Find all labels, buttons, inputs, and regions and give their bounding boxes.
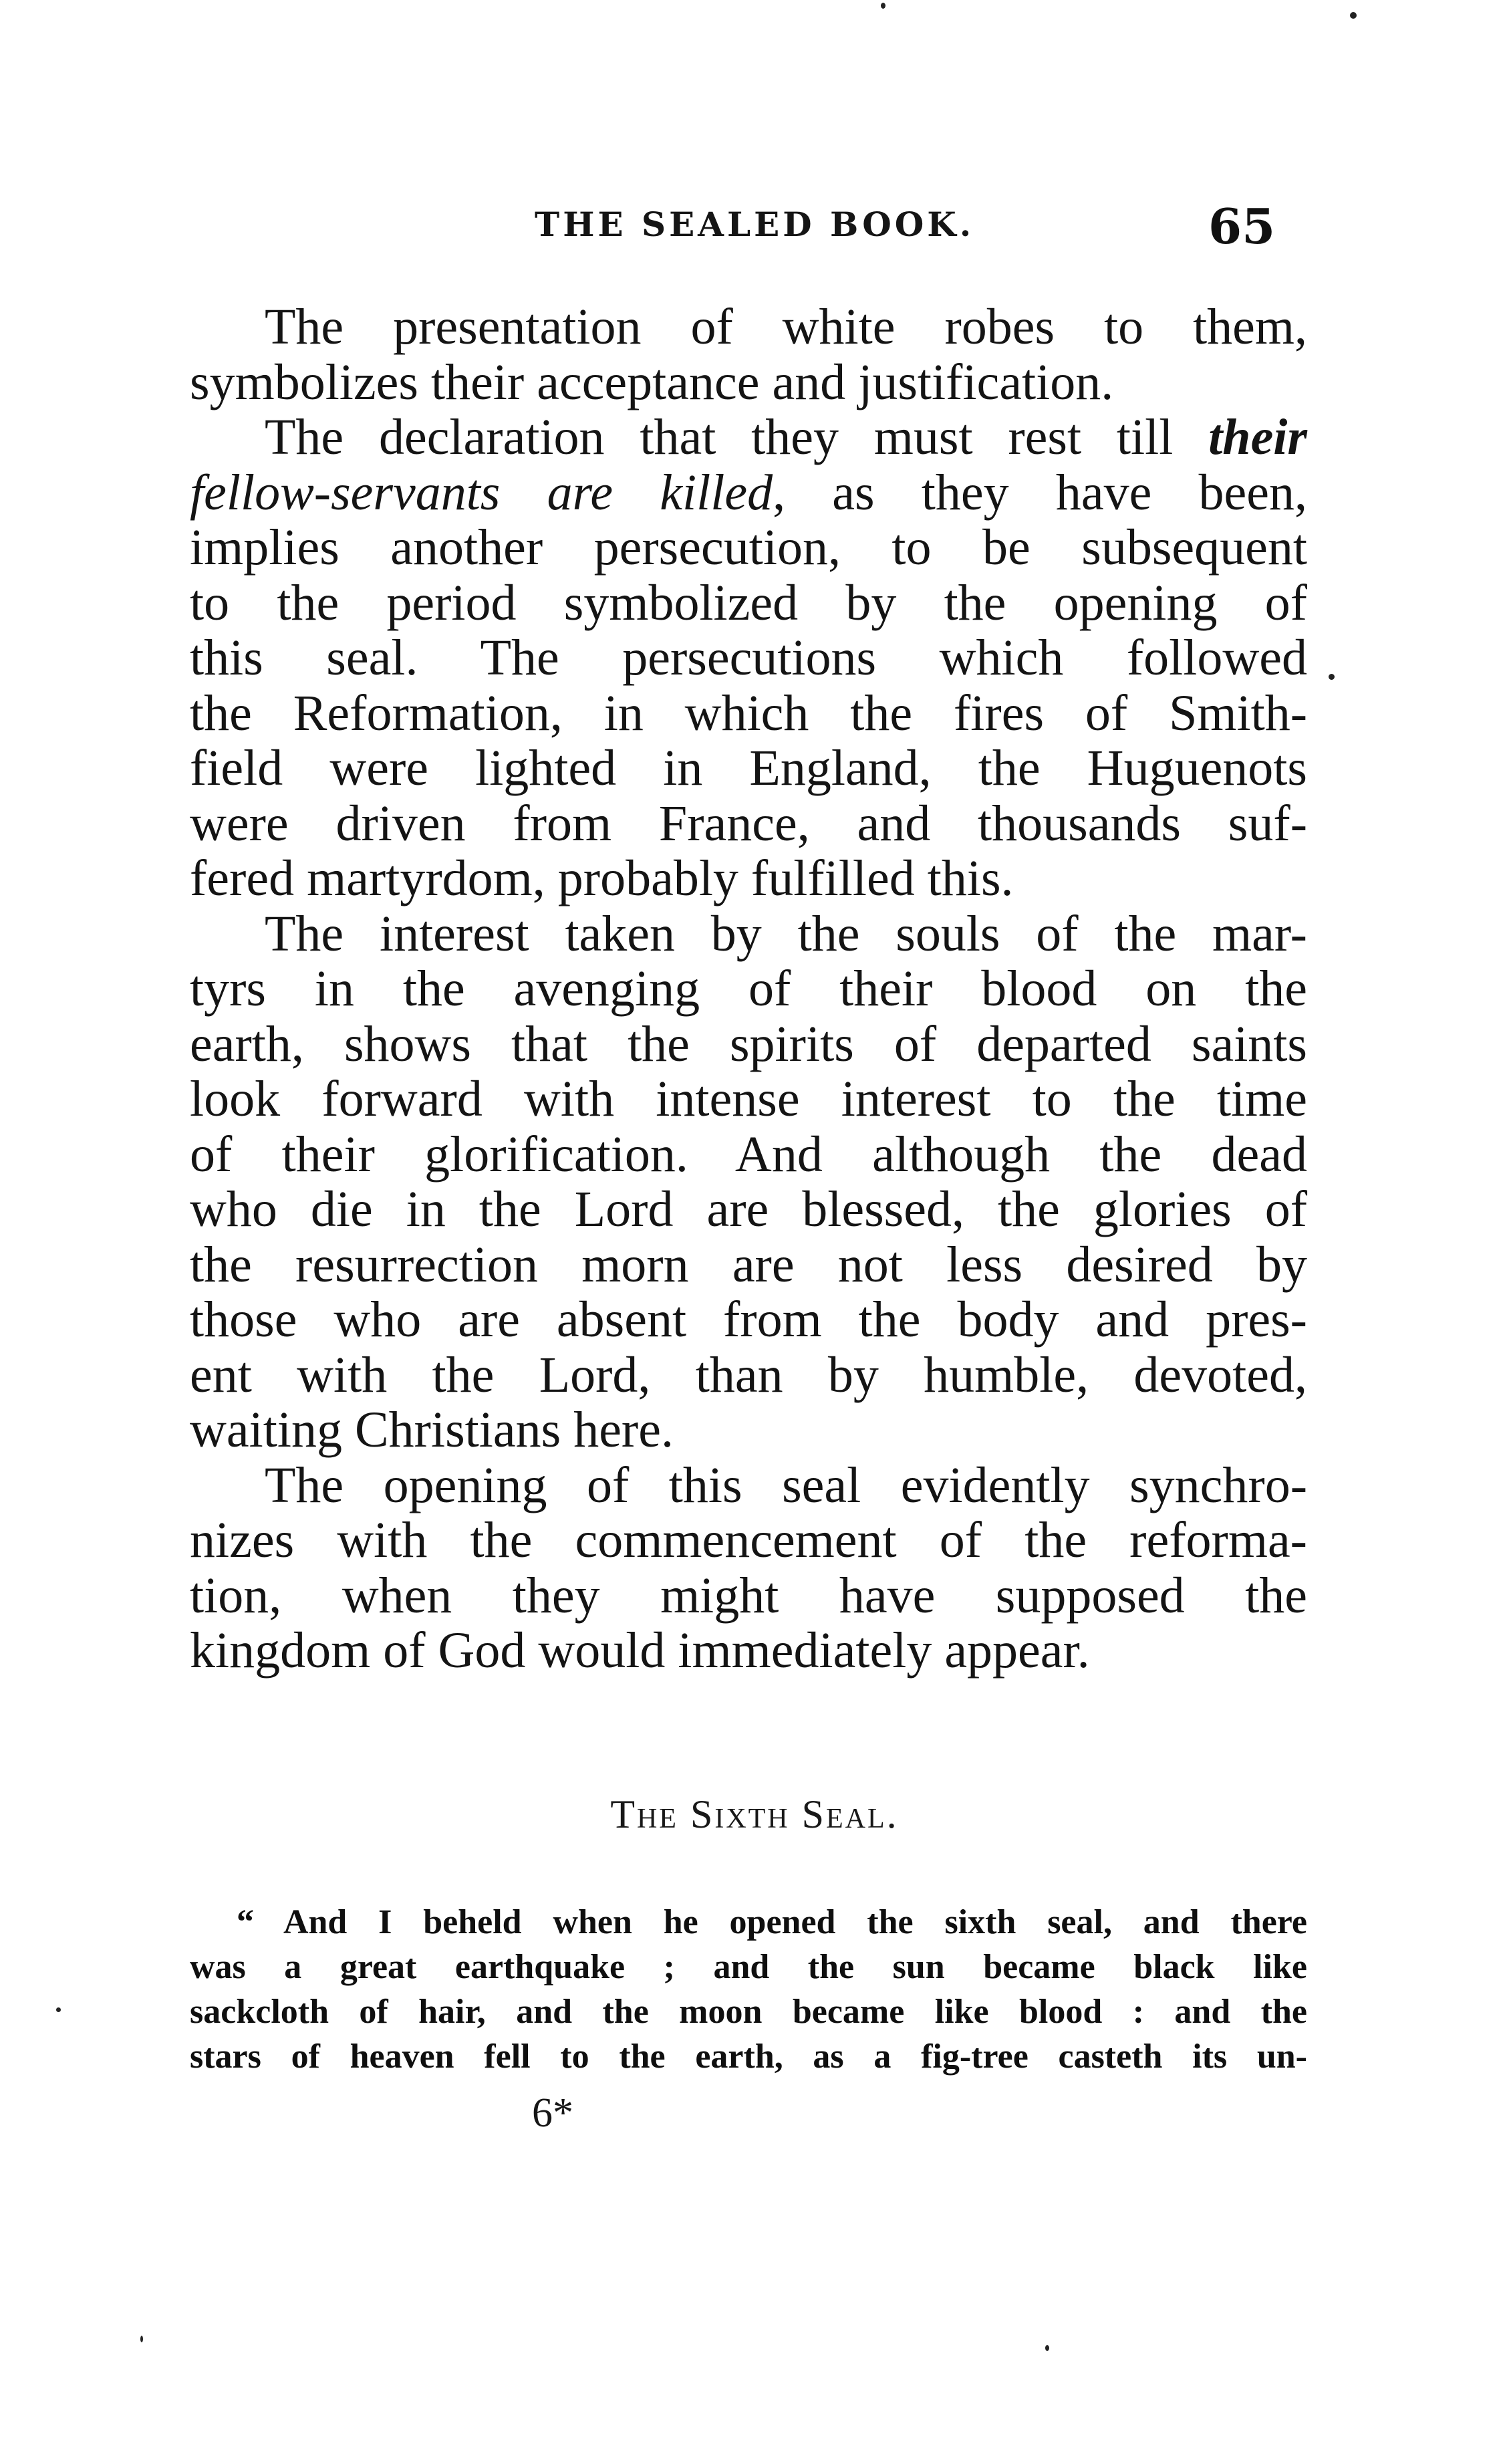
text-line: were driven from France, and thousands suf- [190,795,1307,852]
text-line: those who are absent from the body and pres- [190,1291,1307,1348]
quote-line: “ And I beheld when he opened the sixth seal, and there [237,1903,1307,1941]
text-line: waiting Christians here. [190,1402,674,1458]
text-run: fellow-servants are killed [190,464,773,521]
text-line: the resurrection morn are not less desired by [190,1236,1307,1293]
text-line: earth, shows that the spirits of departed saints [190,1015,1307,1072]
scripture-quote [190,1900,1307,2079]
text-line: kingdom of God would immediately appear. [190,1622,1090,1679]
text-line: tyrs in the avenging of their blood on the [190,961,1307,1017]
text-line: implies another persecution, to be subsequent [190,519,1307,576]
text-line: this seal. The persecutions which followed [190,630,1307,686]
text-line: symbolizes their acceptance and justification. [190,354,1114,410]
text-run: their [1208,409,1307,465]
text-line: of their glorification. And although the dead [190,1126,1307,1183]
text-line: The interest taken by the souls of the mar- [265,905,1307,962]
print-speck [1329,674,1335,680]
print-speck [56,2007,61,2012]
text-line: field were lighted in England, the Huguenots [190,740,1307,796]
text-line [190,410,1307,465]
page-number: 65 [1208,198,1276,255]
signature-mark: 6* [532,2090,573,2136]
text-line [190,465,1307,521]
print-speck [881,3,885,9]
text-line: ent with the Lord, than by humble, devoted, [190,1346,1307,1403]
text-run: , as they have been, [773,464,1307,521]
text-line: The presentation of white robes to them, [265,299,1307,355]
print-speck [1045,2345,1049,2351]
text-line: to the period symbolized by the opening of [190,574,1307,631]
text-line: look forward with intense interest to the time [190,1071,1307,1127]
quote-line: sackcloth of hair, and the moon became like blood : and the [190,1993,1307,2031]
text-line: The opening of this seal evidently synchro- [265,1457,1307,1513]
print-speck [1350,12,1357,19]
body-text [190,299,1307,1679]
section-heading: The Sixth Seal. [610,1792,899,1836]
text-line: who die in the Lord are blessed, the glories of [190,1181,1307,1237]
text-line: nizes with the commencement of the reforma- [190,1512,1307,1568]
page-header [0,198,1509,258]
running-head: THE SEALED BOOK. [535,205,975,244]
quote-line: stars of heaven fell to the earth, as a fig-tree casteth its un- [190,2038,1307,2076]
text-run: The declaration that they must rest till [265,409,1209,465]
text-line: fered martyrdom, probably fulfilled this. [190,850,1014,906]
print-speck [140,2336,143,2342]
text-line: the Reformation, in which the fires of Smith- [190,685,1307,741]
text-line: tion, when they might have supposed the [190,1567,1307,1624]
quote-line: was a great earthquake ; and the sun became black like [190,1948,1307,1986]
